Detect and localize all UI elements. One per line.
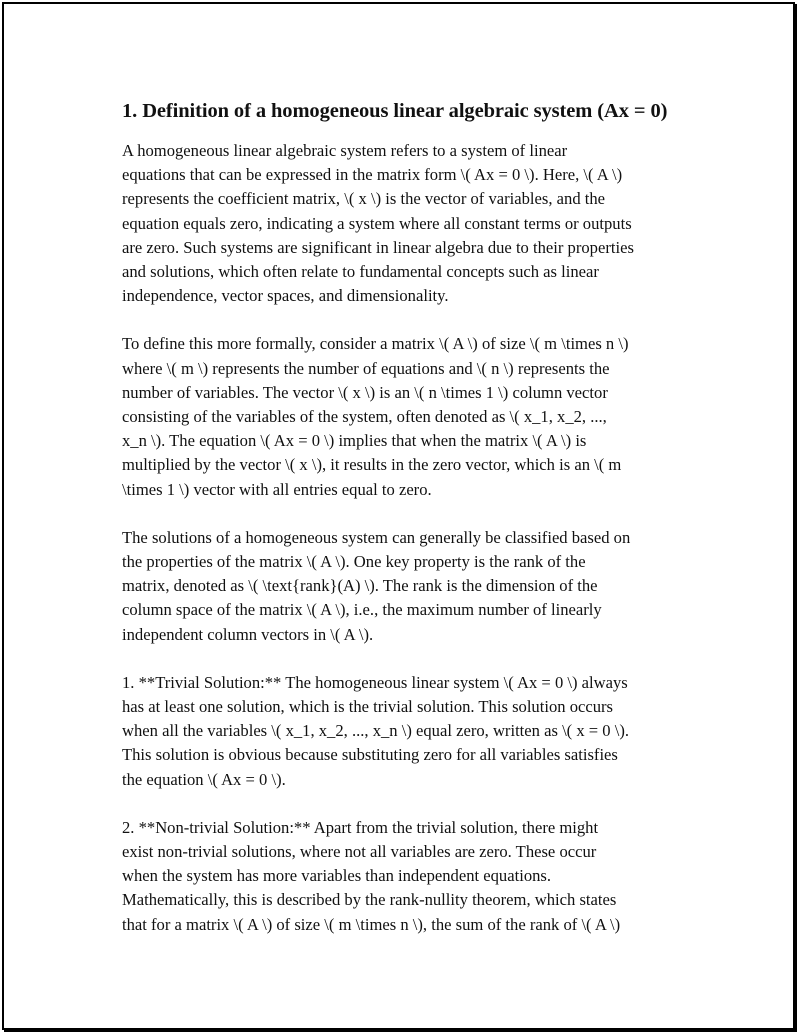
paragraph (122, 671, 694, 792)
paragraph-container (122, 139, 694, 937)
text-line: Mathematically, this is described by the rank-nullity theorem, which states (122, 890, 617, 910)
text-line: represents the coefficient matrix, \( x \) is the vector of variables, and the (122, 189, 606, 209)
text-line: when the system has more variables than independent equations. (122, 866, 552, 886)
text-line: independent column vectors in \( A \). (122, 624, 374, 644)
text-line: 2. **Non-trivial Solution:** Apart from the trivial solution, there might (122, 817, 599, 837)
document-page (2, 2, 795, 1030)
text-line: consisting of the variables of the system, often denoted as \( x_1, x_2, ..., (122, 407, 607, 427)
paragraph (122, 139, 694, 308)
text-line: equation equals zero, indicating a system where all constant terms or outputs (122, 213, 632, 233)
text-line: where \( m \) represents the number of equations and \( n \) represents the (122, 358, 610, 378)
text-line: the properties of the matrix \( A \). One key property is the rank of the (122, 552, 586, 572)
text-line: \times 1 \) vector with all entries equal to zero. (122, 479, 432, 499)
text-line: number of variables. The vector \( x \) is an \( n \times 1 \) column vector (122, 382, 608, 402)
text-line: has at least one solution, which is the trivial solution. This solution occurs (122, 697, 613, 717)
text-line: exist non-trivial solutions, where not all variables are zero. These occur (122, 842, 597, 862)
text-line: matrix, denoted as \( \text{rank}(A) \). The rank is the dimension of the (122, 576, 598, 596)
text-line: multiplied by the vector \( x \), it results in the zero vector, which is an \( m (122, 455, 622, 475)
text-line: A homogeneous linear algebraic system refers to a system of linear (122, 141, 568, 160)
text-line: equations that can be expressed in the matrix form \( Ax = 0 \). Here, \( A \) (122, 165, 623, 185)
text-line: independence, vector spaces, and dimensionality. (122, 286, 449, 306)
text-line: 1. **Trivial Solution:** The homogeneous linear system \( Ax = 0 \) always (122, 672, 628, 692)
paragraph (122, 332, 694, 501)
paragraph (122, 816, 694, 937)
text-line: the equation \( Ax = 0 \). (122, 769, 286, 789)
text-line: are zero. Such systems are significant in linear algebra due to their properties (122, 237, 634, 257)
text-line: The solutions of a homogeneous system can generally be classified based on (122, 527, 631, 547)
document-body (122, 96, 694, 961)
text-line: x_n \). The equation \( Ax = 0 \) implies that when the matrix \( A \) is (122, 431, 587, 451)
section-heading: 1. Definition of a homogeneous linear algebraic system (Ax = 0) (122, 100, 668, 122)
text-line: that for a matrix \( A \) of size \( m \times n \), the sum of the rank of \( A \) (122, 914, 621, 934)
text-line: This solution is obvious because substituting zero for all variables satisfies (122, 745, 618, 765)
text-line: column space of the matrix \( A \), i.e., the maximum number of linearly (122, 600, 602, 620)
text-line: when all the variables \( x_1, x_2, ..., x_n \) equal zero, written as \( x = 0 \). (122, 721, 630, 741)
text-line: and solutions, which often relate to fundamental concepts such as linear (122, 262, 599, 282)
paragraph (122, 526, 694, 647)
text-line: To define this more formally, consider a matrix \( A \) of size \( m \times n \) (122, 334, 629, 354)
